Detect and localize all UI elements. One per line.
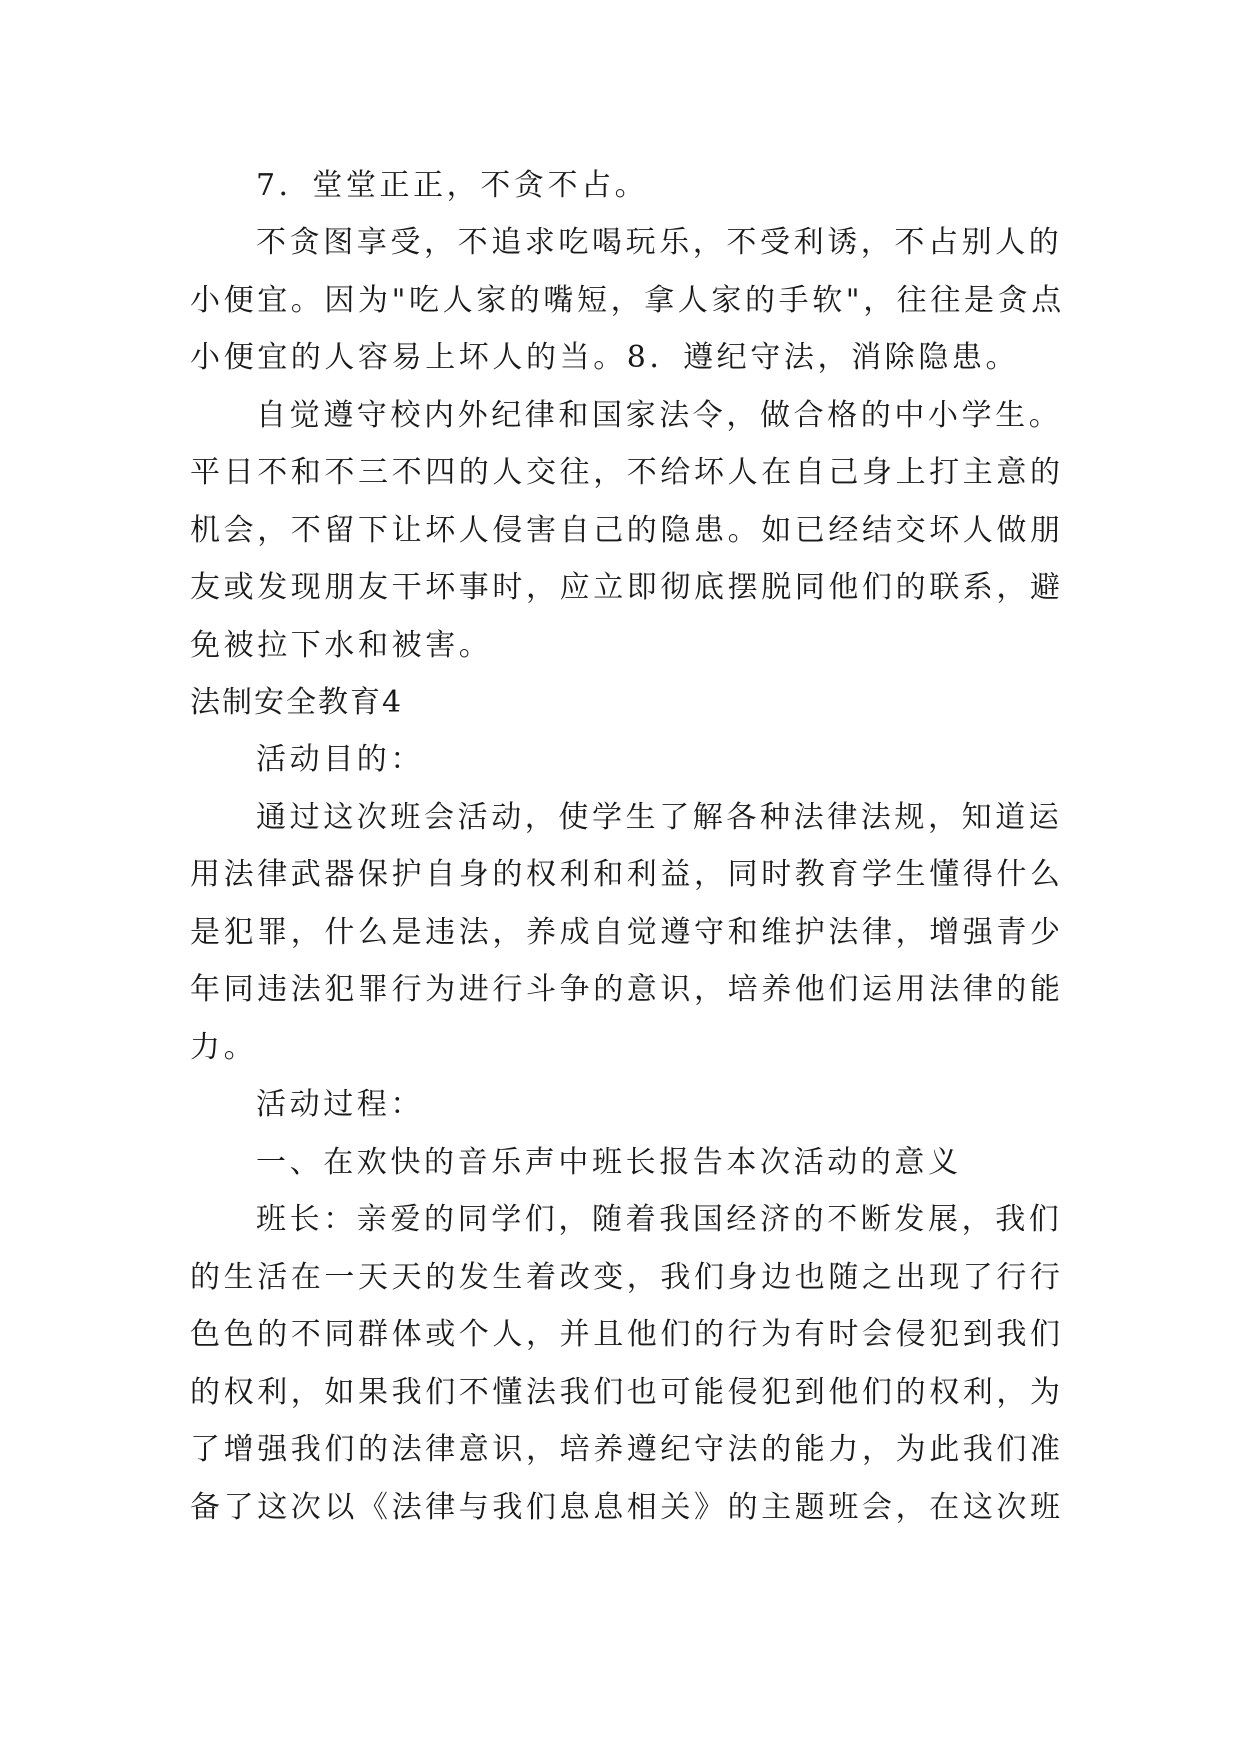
text-line: 是犯罪，什么是违法，养成自觉遵守和维护法律，增强青少 xyxy=(190,915,1064,950)
text-line: 用法律武器保护自身的权利和利益，同时教育学生懂得什么 xyxy=(190,857,1064,892)
text-line: 平日不和不三不四的人交往，不给坏人在自己身上打主意的 xyxy=(190,455,1064,490)
text-line: 色色的不同群体或个人，并且他们的行为有时会侵犯到我们 xyxy=(190,1317,1064,1352)
text-line: 小便宜的人容易上坏人的当。8．遵纪守法，消除隐患。 xyxy=(190,340,1020,375)
section-heading: 法制安全教育4 xyxy=(190,685,404,720)
text-line: 7．堂堂正正，不贪不占。 xyxy=(256,168,649,203)
text-line: 活动目的： xyxy=(256,742,424,777)
text-line: 免被拉下水和被害。 xyxy=(190,628,493,663)
text-line: 自觉遵守校内外纪律和国家法令，做合格的中小学生。 xyxy=(256,398,1063,433)
text-line: 活动过程： xyxy=(256,1087,424,1122)
text-line: 通过这次班会活动，使学生了解各种法律法规，知道运 xyxy=(256,800,1063,835)
text-line: 小便宜。因为"吃人家的嘴短，拿人家的手软"，往往是贪点 xyxy=(190,283,1065,318)
text-line: 不贪图享受，不追求吃喝玩乐，不受利诱，不占别人的 xyxy=(256,225,1063,260)
text-line: 一、在欢快的音乐声中班长报告本次活动的意义 xyxy=(256,1145,962,1180)
text-line: 了增强我们的法律意识，培养遵纪守法的能力，为此我们准 xyxy=(190,1432,1064,1467)
text-line: 年同违法犯罪行为进行斗争的意识，培养他们运用法律的能 xyxy=(190,972,1064,1007)
text-line: 力。 xyxy=(190,1030,258,1065)
text-line: 班长：亲爱的同学们，随着我国经济的不断发展，我们 xyxy=(256,1202,1063,1237)
text-line: 机会，不留下让坏人侵害自己的隐患。如已经结交坏人做朋 xyxy=(190,513,1064,548)
text-line: 备了这次以《法律与我们息息相关》的主题班会，在这次班 xyxy=(190,1490,1064,1525)
text-line: 的权利，如果我们不懂法我们也可能侵犯到他们的权利，为 xyxy=(190,1375,1064,1410)
text-line: 的生活在一天天的发生着改变，我们身边也随之出现了行行 xyxy=(190,1260,1064,1295)
text-line: 友或发现朋友干坏事时，应立即彻底摆脱同他们的联系，避 xyxy=(190,570,1064,605)
